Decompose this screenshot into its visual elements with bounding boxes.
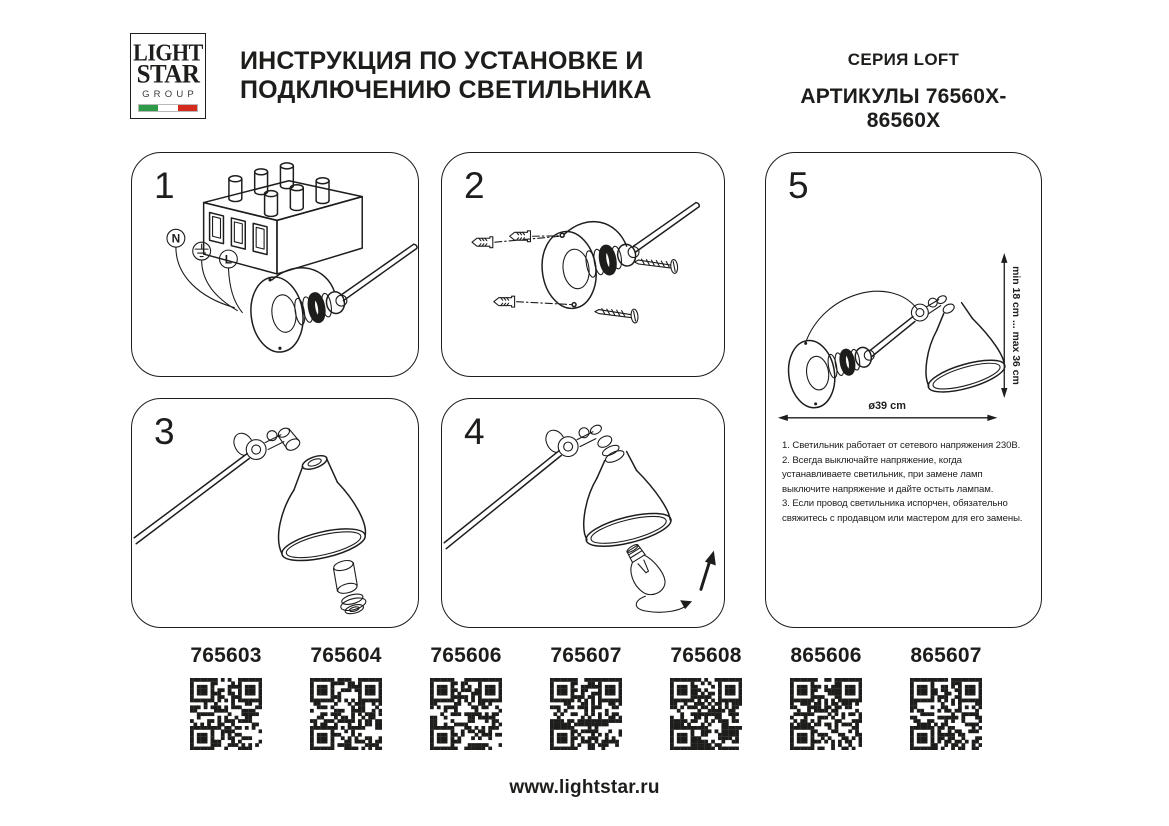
product-item (166, 644, 286, 750)
product-codes-row (166, 644, 1006, 750)
logo-text-group: GROUP (142, 89, 198, 100)
hinge-joint (234, 426, 302, 459)
insert-arrow (701, 551, 716, 590)
qr-code (550, 678, 622, 750)
page-title-line1: ИНСТРУКЦИЯ ПО УСТАНОВКЕ И (240, 47, 644, 75)
page-title-line2: ПОДКЛЮЧЕНИЮ СВЕТИЛЬНИКА (240, 76, 652, 104)
safety-note-1: 1. Светильник работает от сетевого напряжения 230В. (782, 440, 1021, 451)
website-url: www.lightstar.ru (509, 777, 660, 798)
product-item (646, 644, 766, 750)
shade-assembly-drawing (132, 399, 418, 627)
product-code: 765606 (430, 644, 502, 667)
complete-lamp (784, 291, 1008, 410)
product-code: 765603 (190, 644, 262, 667)
panel-step-5 (765, 152, 1042, 628)
safety-note-3: 3. Если провод светильника испорчен, обязательно свяжитесь с продавцом или мастером для его замены. (782, 498, 1023, 524)
wire-label-n: N (171, 231, 181, 246)
product-code: 765608 (670, 644, 742, 667)
product-item (406, 644, 526, 750)
panel-step-4 (441, 398, 725, 628)
step-number-1: 1 (154, 165, 175, 206)
product-item (526, 644, 646, 750)
step-number-4: 4 (464, 411, 485, 452)
product-code: 865606 (790, 644, 862, 667)
vertical-dimension (1001, 253, 1021, 398)
rotate-arrow (636, 596, 692, 612)
step-number-3: 3 (154, 411, 175, 452)
lamp-shade-exploded (279, 453, 368, 567)
horizontal-dimension (778, 400, 997, 421)
qr-code (790, 678, 862, 750)
step-number-5: 5 (788, 165, 809, 206)
wall-dowels (472, 231, 572, 307)
socket-parts (333, 559, 368, 616)
panel-step-1 (131, 152, 419, 377)
horizontal-dimension-label: ø39 cm (868, 399, 906, 412)
product-item (886, 644, 1006, 750)
wire-label-l: L (224, 252, 233, 267)
lightstar-logo (130, 33, 206, 119)
lamp-shade (583, 452, 674, 553)
product-item (286, 644, 406, 750)
lamp-arm (134, 454, 249, 544)
lamp-arm (444, 451, 561, 549)
logo-text-star: STAR (136, 60, 200, 89)
lamp-dimensions-drawing (766, 153, 1041, 627)
series-block (765, 50, 1042, 133)
safety-note-2: 2. Всегда выключайте напряжение, когда устанавливаете светильник, при замене ламп выключите напряжение и дайте остыть лампам. (782, 454, 994, 495)
qr-code (310, 678, 382, 750)
panel-step-2 (441, 152, 725, 377)
qr-code (190, 678, 262, 750)
vertical-dimension-label: min 18 cm ... max 36 cm (1010, 266, 1022, 385)
wall-plate-assembly (246, 244, 417, 355)
product-code: 865607 (910, 644, 982, 667)
panel-step-3 (131, 398, 419, 628)
logo-text-light: LIGHT (133, 38, 203, 66)
step-number-2: 2 (464, 165, 485, 206)
page-title (240, 47, 800, 105)
qr-code (910, 678, 982, 750)
italian-flag-stripe (139, 105, 197, 111)
wiring-terminal-drawing (132, 153, 418, 376)
articles-range: АРТИКУЛЫ 76560X-86560X (800, 85, 1007, 132)
qr-code (670, 678, 742, 750)
product-item (766, 644, 886, 750)
series-name: СЕРИЯ LOFT (847, 50, 960, 69)
safety-notes (782, 439, 1030, 526)
qr-code (430, 678, 502, 750)
light-bulb (617, 540, 670, 600)
product-code: 765607 (550, 644, 622, 667)
product-code: 765604 (310, 644, 382, 667)
wall-plate-assembly (537, 203, 699, 312)
